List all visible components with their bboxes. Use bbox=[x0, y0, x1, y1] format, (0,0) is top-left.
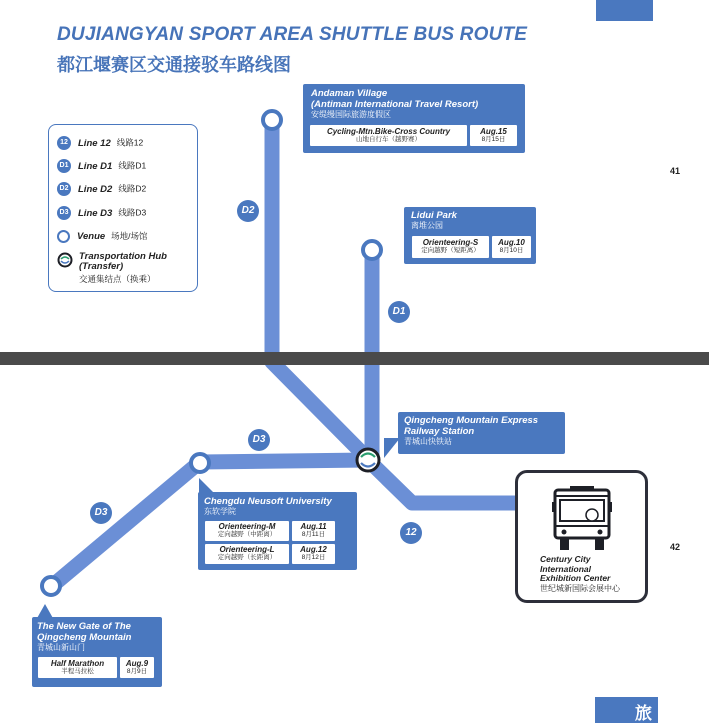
line-badge-d3-lower: D3 bbox=[90, 502, 112, 524]
terminal-label bbox=[540, 555, 620, 593]
event-name-cn: 半程马拉松 bbox=[61, 668, 94, 675]
venue-callout-andaman bbox=[303, 84, 525, 153]
event-box bbox=[38, 657, 117, 678]
legend-label-cn: 交通集结点（换乘） bbox=[79, 274, 156, 284]
event-date-box bbox=[292, 521, 335, 541]
venue-callout-neusoft bbox=[198, 492, 357, 570]
map-legend bbox=[48, 124, 198, 292]
event-date: Aug.10 bbox=[498, 238, 525, 247]
venue-callout-newgate bbox=[32, 617, 162, 687]
venue-callout-qingcheng-station bbox=[398, 412, 565, 454]
transfer-hub-icon bbox=[357, 449, 379, 471]
venue-name-line2: Railway Station bbox=[404, 426, 475, 437]
legend-label: Venue bbox=[77, 231, 106, 243]
venue-name: The New Gate of The bbox=[37, 621, 131, 632]
event-name: Orienteering-S bbox=[422, 238, 479, 247]
venue-ring-icon bbox=[57, 230, 70, 243]
event-box bbox=[205, 521, 289, 541]
event-date-box bbox=[470, 125, 517, 146]
line-d2-icon: D2 bbox=[57, 182, 71, 196]
line-badge-d3-upper: D3 bbox=[248, 429, 270, 451]
venue-name-cn: 世纪城新国际会展中心 bbox=[540, 583, 620, 593]
event-date-cn: 8月15日 bbox=[481, 136, 506, 143]
terminal-century-city bbox=[515, 470, 648, 603]
legend-label-cn: 场地/场馆 bbox=[111, 231, 148, 242]
line-badge-d1: D1 bbox=[388, 301, 410, 323]
event-date: Aug.12 bbox=[300, 545, 327, 554]
legend-item-line-12 bbox=[57, 136, 143, 150]
legend-label: Line 12 bbox=[78, 137, 111, 149]
transfer-hub-icon bbox=[57, 252, 73, 268]
venue-name-line3: Exhibition Center bbox=[540, 573, 611, 583]
event-date-cn: 8月12日 bbox=[301, 554, 326, 561]
event-box bbox=[205, 544, 289, 564]
line-12-icon: 12 bbox=[57, 136, 71, 150]
line-d1-icon: D1 bbox=[57, 159, 71, 173]
venue-name: Century City bbox=[540, 554, 591, 564]
page-divider bbox=[0, 352, 709, 365]
event-date-cn: 8月9日 bbox=[126, 668, 148, 675]
legend-item-line-d1 bbox=[57, 159, 146, 173]
venue-name-cn: 青城山新山门 bbox=[37, 643, 85, 652]
legend-label-cn: 线路12 bbox=[116, 137, 144, 148]
event-date-box bbox=[492, 236, 531, 258]
legend-label-cn: 线路D2 bbox=[118, 183, 147, 194]
legend-item-hub bbox=[57, 252, 192, 285]
event-name-cn: 定向越野（短距离） bbox=[421, 247, 480, 254]
venue-ring-neusoft bbox=[191, 454, 209, 472]
route-line-12 bbox=[368, 460, 515, 503]
line-d3-icon: D3 bbox=[57, 206, 71, 220]
venue-callout-lidui bbox=[404, 207, 536, 264]
corner-tab-glyph: 旅 bbox=[635, 704, 652, 723]
venue-name-line2: International bbox=[540, 563, 592, 574]
event-date-cn: 8月11日 bbox=[301, 531, 326, 538]
line-badge-12: 12 bbox=[400, 522, 422, 544]
venue-ring-newgate bbox=[42, 577, 60, 595]
legend-item-line-d3 bbox=[57, 206, 146, 220]
event-box bbox=[310, 125, 467, 146]
event-date-box bbox=[292, 544, 335, 564]
legend-item-line-d2 bbox=[57, 182, 146, 196]
venue-ring-lidui bbox=[363, 241, 381, 259]
event-name-cn: 山地自行车（越野赛） bbox=[356, 136, 421, 143]
event-name: Half Marathon bbox=[50, 659, 105, 668]
venue-name-cn: 离堆公园 bbox=[411, 221, 443, 230]
legend-item-venue bbox=[57, 230, 148, 243]
event-date: Aug.15 bbox=[480, 127, 507, 136]
line-badge-d2: D2 bbox=[237, 200, 259, 222]
venue-name: Lidui Park bbox=[411, 210, 457, 221]
event-row bbox=[205, 544, 335, 564]
page-number-bottom: 42 bbox=[670, 542, 681, 552]
venue-name-cn: 东软学院 bbox=[204, 507, 236, 516]
event-date: Aug.9 bbox=[125, 659, 149, 668]
venue-name-cn: 安缇缦国际旅游度假区 bbox=[311, 110, 391, 119]
venue-ring-andaman bbox=[263, 111, 281, 129]
event-name: Cycling-Mtn.Bike-Cross Country bbox=[326, 127, 451, 136]
venue-name: Qingcheng Mountain Express bbox=[404, 415, 539, 426]
event-date: Aug.11 bbox=[300, 522, 327, 531]
event-row bbox=[310, 125, 517, 146]
venue-name-cn: 青城山快铁站 bbox=[404, 437, 452, 446]
legend-label: Line D2 bbox=[78, 183, 113, 195]
legend-label-cn: 线路D3 bbox=[118, 207, 147, 218]
event-date-box bbox=[120, 657, 154, 678]
event-date-cn: 8月10日 bbox=[499, 247, 524, 254]
page-title: DUJIANGYAN SPORT AREA SHUTTLE BUS ROUTE bbox=[57, 24, 528, 45]
venue-name: Chengdu Neusoft University bbox=[204, 496, 332, 507]
event-name-cn: 定向越野（长距离） bbox=[217, 554, 277, 561]
event-row bbox=[412, 236, 531, 258]
route-line-d2 bbox=[272, 121, 368, 459]
event-row bbox=[38, 657, 154, 678]
page-title-chinese: 都江堰赛区交通接驳车路线图 bbox=[57, 55, 291, 75]
bus-icon bbox=[552, 486, 612, 552]
legend-label: Line D3 bbox=[78, 207, 113, 219]
legend-label: Transportation Hub (Transfer) bbox=[79, 251, 167, 272]
venue-name-line2: Qingcheng Mountain bbox=[37, 632, 132, 643]
event-name-cn: 定向越野（中距离） bbox=[217, 531, 277, 538]
venue-name-line2: (Antiman International Travel Resort) bbox=[311, 99, 479, 110]
event-name: Orienteering-L bbox=[219, 545, 275, 554]
page-number-top: 41 bbox=[670, 166, 681, 176]
event-row bbox=[205, 521, 335, 541]
event-box bbox=[412, 236, 489, 258]
event-name: Orienteering-M bbox=[218, 522, 276, 531]
legend-label-cn: 线路D1 bbox=[118, 160, 147, 171]
legend-label: Line D1 bbox=[78, 160, 113, 172]
venue-name: Andaman Village bbox=[311, 88, 388, 99]
